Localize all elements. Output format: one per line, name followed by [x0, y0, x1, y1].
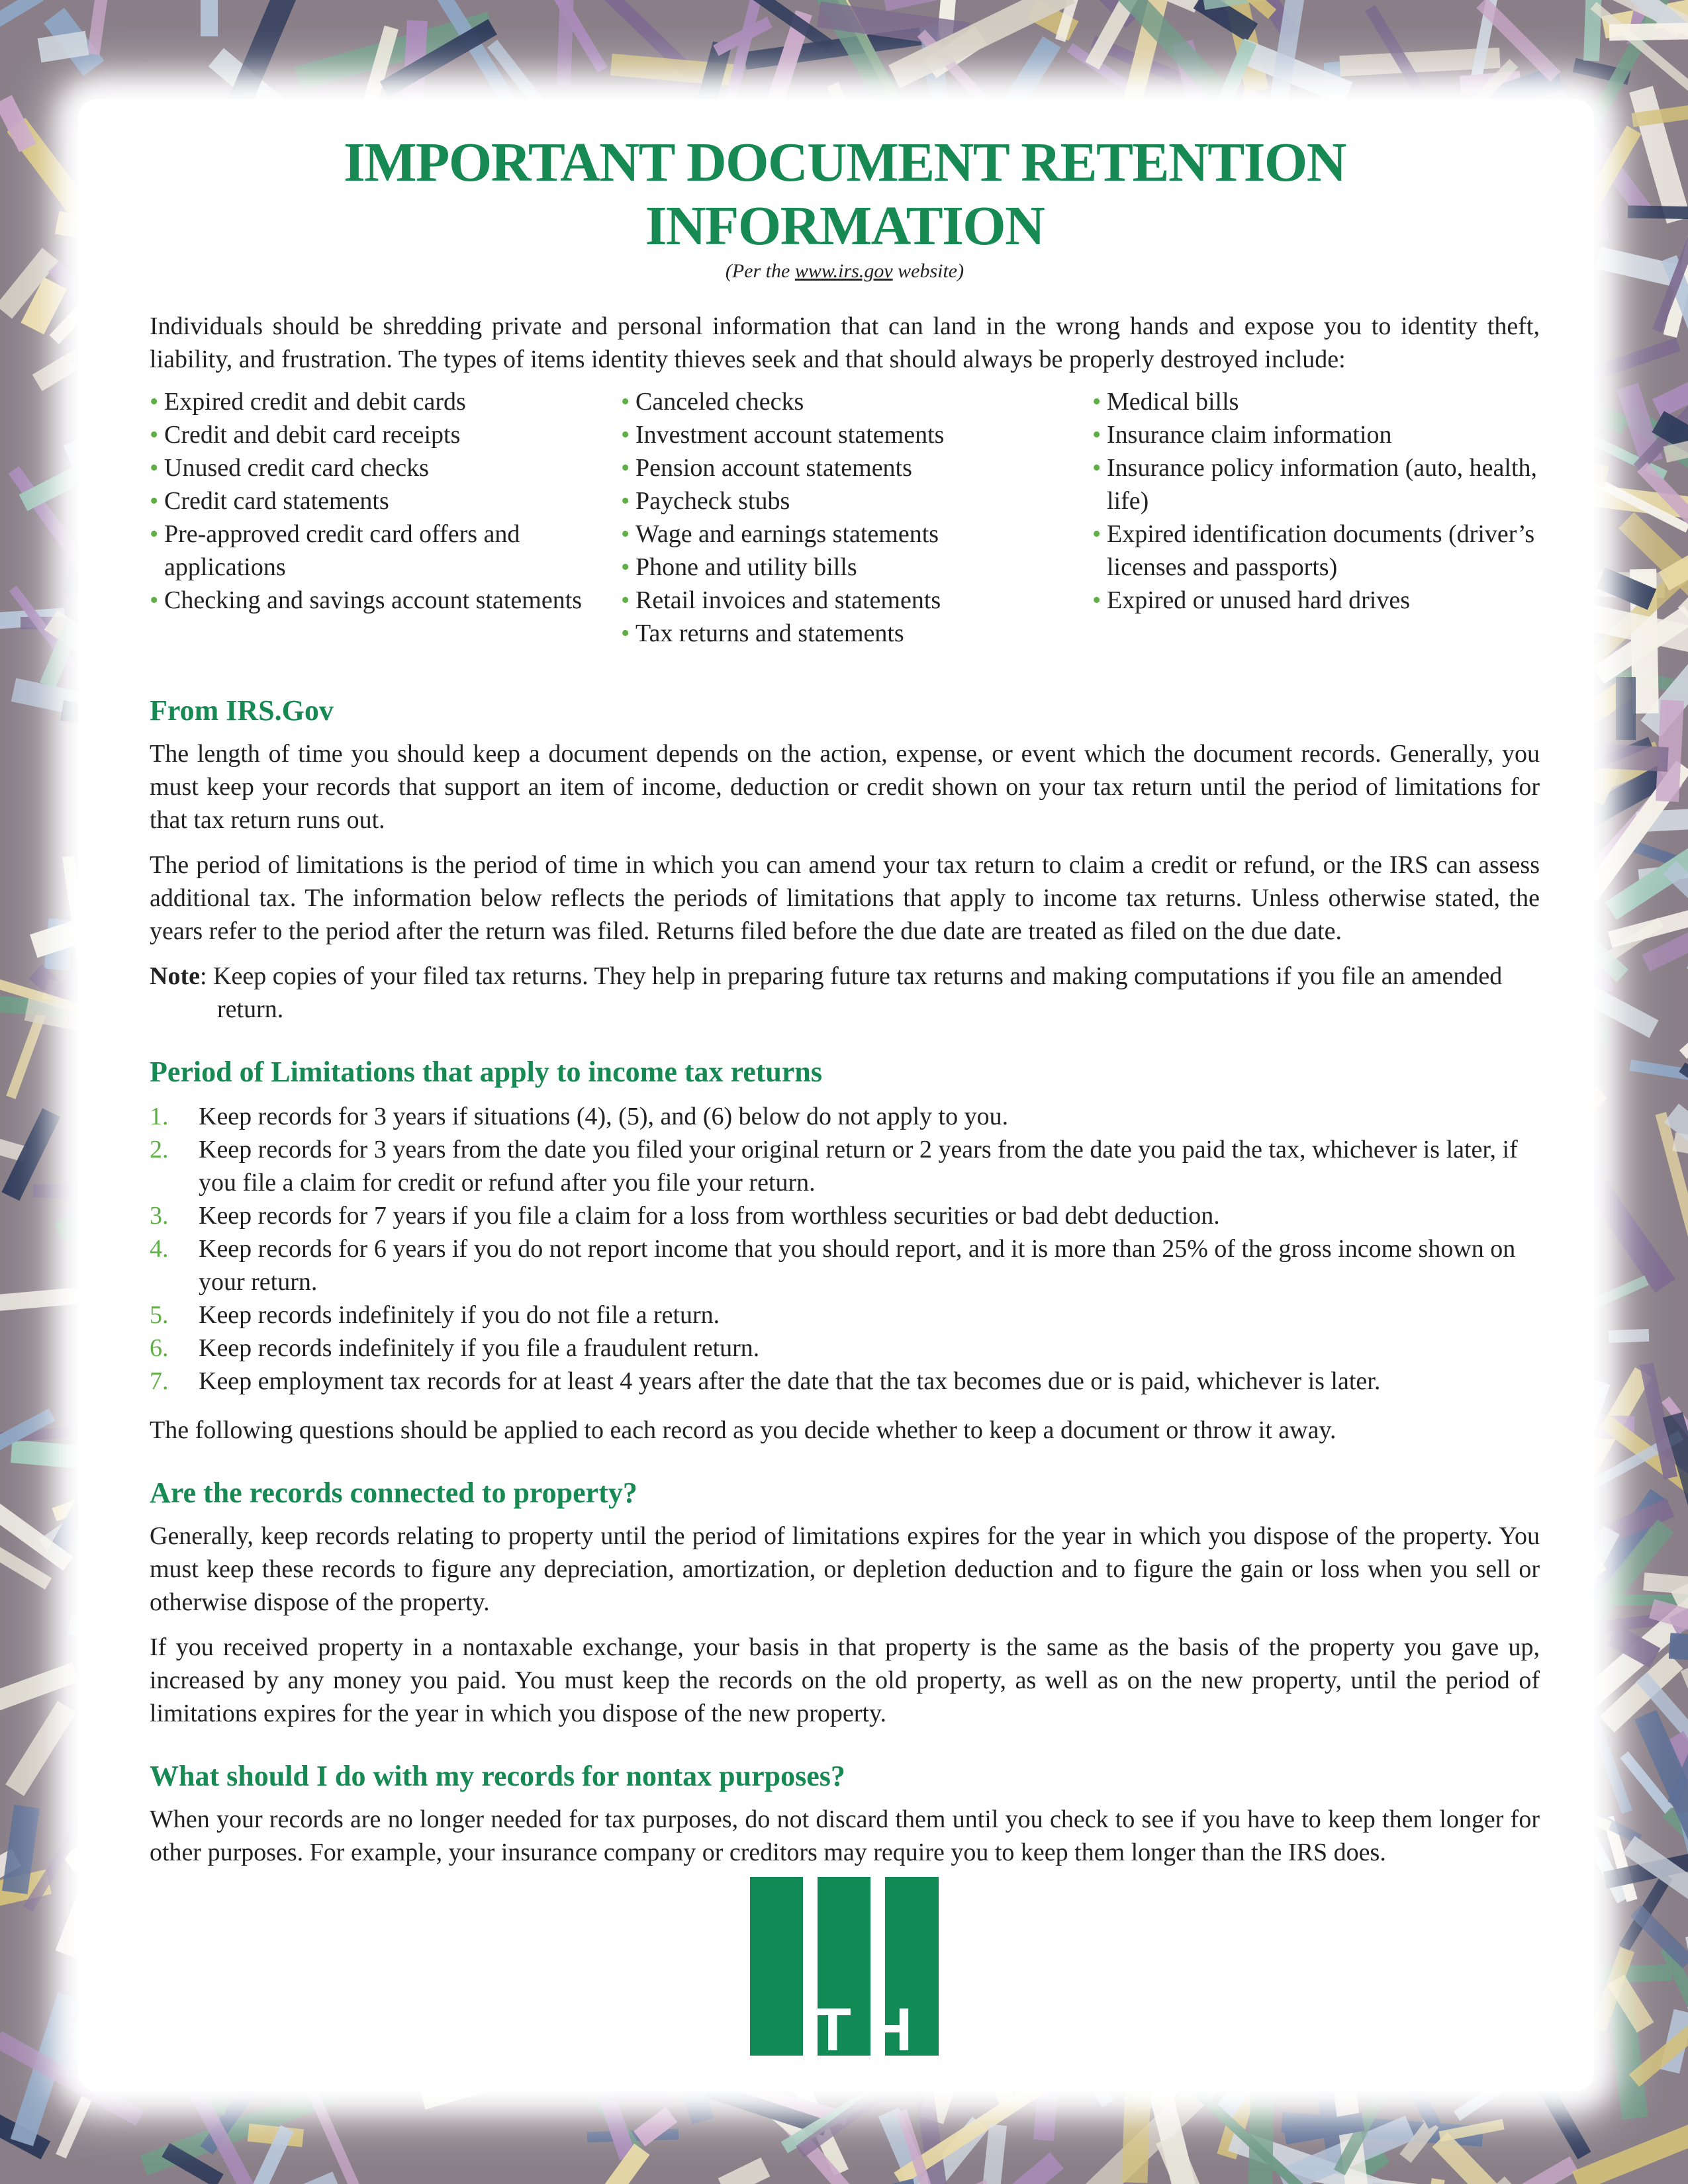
bullet-icon: •: [621, 553, 630, 581]
paper-shred: [1616, 677, 1636, 740]
page-title: IMPORTANT DOCUMENT RETENTION INFORMATION: [344, 132, 1346, 257]
list-item: • Checking and savings account statements: [150, 584, 621, 617]
bullet-icon: •: [621, 487, 630, 515]
bullet-icon: •: [1092, 454, 1102, 482]
th-logo: [750, 1877, 939, 2056]
paper-shred: [56, 2096, 92, 2159]
paper-shred: [1419, 2156, 1578, 2184]
bullet-icon: •: [150, 454, 159, 482]
paper-shred: [87, 0, 120, 55]
paper-shred: [1156, 2134, 1227, 2184]
list-item: • Pension account statements: [621, 451, 1092, 484]
list-item: • Expired or unused hard drives: [1092, 584, 1540, 617]
paper-shred: [0, 95, 36, 152]
logo-letters: TH: [814, 1996, 930, 2056]
bullet-icon: •: [150, 388, 159, 416]
bullet-icon: •: [621, 619, 630, 647]
list-item: • Credit card statements: [150, 484, 621, 518]
paper-shred: [1572, 2123, 1688, 2184]
property-paragraph-2: If you received property in a nontaxable exchange, your basis in that property is the same as the basis of the property you gave up, increased by any money you paid. You must keep the records on the old property, as well as on the new property, until the period of limitations expires for the year in which you dispose of the new property.: [150, 1633, 1540, 1727]
subtitle-prefix: (Per the: [725, 260, 790, 282]
paper-shred: [1628, 205, 1688, 220]
note-text: : Keep copies of your filed tax returns. They help in preparing future tax returns and making computations if you file an amended return.: [199, 962, 1503, 1023]
list-item: • Credit and debit card receipts: [150, 418, 621, 451]
paper-shred: [521, 2144, 650, 2184]
paper-shred: [201, 0, 218, 36]
irs-paragraph-2: The period of limitations is the period of time in which you can amend your tax return to claim a credit or refund, or the IRS can assess additional tax. The information below reflects the periods of limitations that apply to income tax returns. Unless otherwise stated, the years refer to the period after the return was filed. Returns filed before the due date are treated as filed on the due date.: [150, 851, 1540, 945]
document-content: [150, 131, 1540, 1869]
list-item: • Retail invoices and statements: [621, 584, 1092, 617]
list-item: • Paycheck stubs: [621, 484, 1092, 518]
shred-items-column-2: [621, 385, 1092, 650]
bullet-icon: •: [1092, 388, 1102, 416]
questions-intro: The following questions should be applied to each record as you decide whether to keep a document or throw it away.: [150, 1416, 1336, 1444]
numbered-item: 3. Keep records for 7 years if you file a claim for a loss from worthless securities or bad debt deduction.: [150, 1202, 1220, 1230]
bullet-icon: •: [1092, 586, 1102, 614]
paper-shred: [1630, 1905, 1688, 1968]
numbered-item: 6. Keep records indefinitely if you file a fraudulent return.: [150, 1334, 760, 1362]
bullet-icon: •: [621, 421, 630, 449]
list-item: • Medical bills: [1092, 385, 1540, 418]
list-item: • Expired identification documents (driver’s licenses and passports): [1092, 518, 1540, 584]
list-item: • Wage and earnings statements: [621, 518, 1092, 551]
bullet-icon: •: [621, 388, 630, 416]
bullet-icon: •: [150, 520, 159, 548]
list-item: • Investment account statements: [621, 418, 1092, 451]
bullet-icon: •: [150, 487, 159, 515]
numbered-item: 7. Keep employment tax records for at least 4 years after the date that the tax becomes due or is paid, whichever is later.: [150, 1367, 1381, 1395]
section-heading-property: Are the records connected to property?: [150, 1477, 637, 1509]
paper-shred: [1630, 1060, 1688, 1087]
note-label: Note: [150, 962, 200, 990]
bullet-icon: •: [150, 421, 159, 449]
paper-shred: [718, 2158, 771, 2184]
paper-shred: [1609, 1329, 1650, 1343]
shred-items-columns: [150, 385, 1540, 650]
paper-shred: [303, 2080, 393, 2184]
paper-shred: [1679, 984, 1688, 1059]
section-heading-nontax: What should I do with my records for nontax purposes?: [150, 1760, 845, 1792]
nontax-paragraph: When your records are no longer needed for tax purposes, do not discard them until you check to see if you have to keep them longer for other purposes. For example, your insurance company or creditors may require you to keep them longer than the IRS does.: [150, 1805, 1540, 1866]
shred-items-column-3: [1092, 385, 1540, 650]
list-item: • Unused credit card checks: [150, 451, 621, 484]
bullet-icon: •: [621, 454, 630, 482]
shred-items-column-1: [150, 385, 621, 650]
paper-shred: [541, 0, 608, 73]
section-heading-irs: From IRS.Gov: [150, 694, 334, 727]
list-item: • Pre-approved credit card offers and applications: [150, 518, 621, 584]
numbered-item: 1. Keep records for 3 years if situations (4), (5), and (6) below do not apply to you.: [150, 1103, 1009, 1130]
bullet-icon: •: [150, 586, 159, 614]
bullet-icon: •: [1092, 421, 1102, 449]
list-item: • Canceled checks: [621, 385, 1092, 418]
irs-paragraph-1: The length of time you should keep a document depends on the action, expense, or event which the document records. Generally, you must keep your records that support an item of income, deduction or credit shown on your tax return until the period of limitations for that tax return runs out.: [150, 740, 1540, 834]
paper-shred: [1609, 22, 1688, 40]
intro-paragraph: Individuals should be shredding private and personal information that can land in the wrong hands and expose you to identity theft, liability, and frustration. The types of items identity thieves seek and that should always be properly destroyed include:: [150, 312, 1540, 373]
numbered-item: 5. Keep records indefinitely if you do not file a return.: [150, 1301, 720, 1329]
paper-shred: [1420, 2178, 1444, 2184]
note-paragraph: [150, 960, 1540, 1026]
limitations-list: [150, 1100, 1540, 1398]
numbered-item: 4. Keep records for 6 years if you do not report income that you should report, and it is more than 25% of the gross income shown on your return.: [150, 1235, 1516, 1296]
property-paragraph-1: Generally, keep records relating to property until the period of limitations expires for the year in which you dispose of the property. You must keep these records to figure any depreciation, amortization, or depletion deduction and to figure the gain or loss when you sell or otherwise dispose of the property.: [150, 1522, 1540, 1616]
numbered-item: 2. Keep records for 3 years from the date you filed your original return or 2 years from the date you paid the tax, whichever is later, if you file a claim for credit or refund after you file your return.: [150, 1136, 1518, 1197]
bullet-icon: •: [1092, 520, 1102, 548]
section-heading-limitations: Period of Limitations that apply to income tax returns: [150, 1056, 823, 1088]
th-logo-mark: [750, 1877, 939, 2056]
paper-shred: [0, 0, 44, 37]
list-item: • Insurance claim information: [1092, 418, 1540, 451]
bullet-icon: •: [621, 586, 630, 614]
logo-bar-1: [750, 1877, 803, 2056]
list-item: • Insurance policy information (auto, health, life): [1092, 451, 1540, 518]
list-item: • Expired credit and debit cards: [150, 385, 621, 418]
list-item: • Phone and utility bills: [621, 551, 1092, 584]
list-item: • Tax returns and statements: [621, 617, 1092, 650]
paper-shred: [883, 0, 937, 11]
paper-shred: [5, 1701, 76, 1796]
bullet-icon: •: [621, 520, 630, 548]
irs-website-link[interactable]: www.irs.gov: [794, 260, 893, 282]
page-subtitle: [150, 259, 1540, 283]
paper-shred: [1652, 371, 1688, 418]
paper-shred: [557, 0, 575, 87]
subtitle-suffix: website): [898, 260, 964, 282]
